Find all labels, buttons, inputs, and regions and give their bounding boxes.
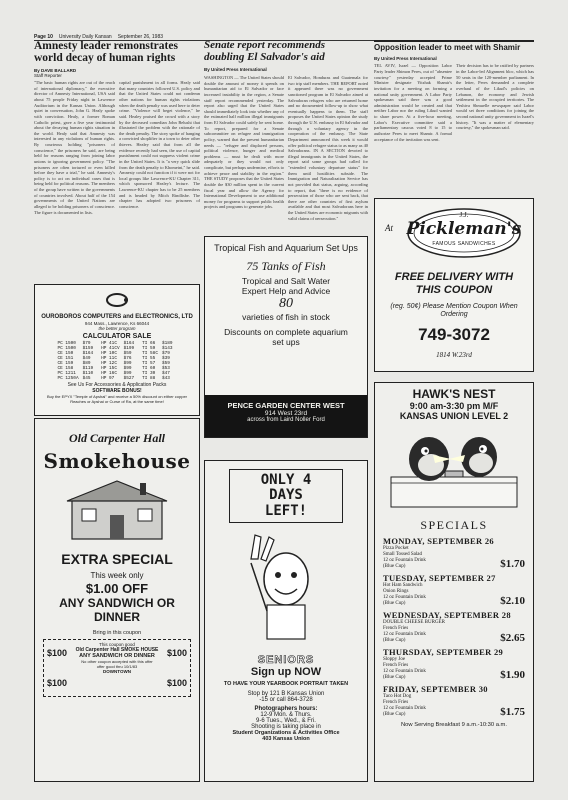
calc-price: $527 [123, 375, 135, 381]
calc-model: HP 10C [101, 350, 117, 356]
fish-title: Tropical Fish and Aquarium Set Ups [214, 243, 358, 253]
coupon-name: Old Carpenter Hall SMOKE HOUSE [75, 646, 159, 653]
calc-model: HP 12C [101, 360, 117, 366]
hawks-menu-item: Small Tossed Salad [383, 552, 423, 557]
calc-price: $43 [161, 375, 170, 381]
calc-price: $39 [161, 355, 170, 361]
pickleman-phone: 749-3072 [418, 325, 490, 344]
amnesty-article [34, 40, 200, 310]
smokehouse-line-2: Smokehouse [43, 449, 191, 473]
hawks-day-special [383, 573, 525, 607]
fish-store-band [205, 395, 367, 437]
calc-price: $59 [123, 350, 132, 356]
amnesty-col-1: "The basic human rights are out of the reach of international diplomacy," the executive director of Amnesty International, USA said about 75 people Friday night in Lawrence Auditorium in the Kansas Union. Although quiet in conversation, John G. Healy spoke with conviction. Healy, a former Roman Catholic priest, gave a five year testimonial about the decaying human rights situation in the world. Healy said that Amnesty was interested in any violations of human rights. By courteous holding "prisoners of conscience," the prisoners he said, are being held for reasons ranging from joining labor unions to ignoring government policy. "The prisoners are often tortured or even killed before they have a trial," he said. Amnesty's policy is to act on individual cases that is being held for political reasons. The members of the group have written to the governments of countries involved. About half of the 154 governments of the United Nations are alleged to be holding prisoners of conscience. The figure is documented in lists. [34, 80, 115, 215]
hawks-menu-item: Sloppy Joe [383, 657, 406, 662]
ouroboros-ad [34, 284, 200, 416]
hawks-day-label: MONDAY, SEPTEMBER 26 [383, 536, 494, 546]
calc-price-row [56, 376, 179, 381]
hawks-day-special [383, 647, 525, 681]
calc-model: TI 88 [142, 375, 156, 381]
hawks-breakfast: Now Serving Breakfast 9 a.m.-10:30 a.m. [401, 722, 507, 728]
yearbook-portrait: TO HAVE YOUR YEARBOOK PORTRAIT TAKEN [223, 681, 349, 688]
calc-model: TI 59 [142, 345, 156, 351]
hawks-menu-item: DOUBLE CHEESE BURGER [383, 620, 445, 625]
senate-col-1: WASHINGTON — The United States should double the amount of money it spends on humanitarian aid to El Salvador or face increased instability in the region, a Senate staff report recommended yesterday. The report also urged that the United States should immediately look into whether any of the estimated half million illegal immigrants from El Salvador could safely be sent home. To report, prepared for a Senate subcommittee on refugee and immigration policy, warned that the present humanitarian needs — "refugee and displaced persons, political violence, hunger and medical problems — must be dealt with more adequately or they would not only complicate, but perhaps undermine, efforts to achieve peace and stability in the region." THE STUDY proposes that the United States double the $30 million spent in the current fiscal year and allow the Agency for International Development to use additional money for programs to support public health projects and programs to generate jobs. [204, 75, 284, 210]
calc-sale-title: CALCULATOR SALE [82, 332, 152, 340]
amnesty-byline: By DAVE BALLARD [34, 68, 77, 74]
calc-price: $99 [123, 365, 132, 371]
yearbook-call: -15 or call 864-3728 [259, 697, 313, 704]
calc-price: $79 [82, 340, 91, 346]
hawks-day-label: FRIDAY, SEPTEMBER 30 [383, 684, 488, 694]
calc-model: TI 30 [142, 370, 156, 376]
hawks-price: $2.65 [500, 632, 525, 644]
hawks-title: HAWK'S NEST [412, 387, 496, 401]
calc-model: TI 57 [142, 360, 156, 366]
smokehouse-amount: $1.00 OFF [85, 580, 149, 596]
hawks-menu-item: French Fries [383, 626, 409, 631]
shamir-byline: By United Press International [374, 56, 437, 62]
hawks-menu-item: Pizza Pocket [383, 546, 409, 551]
hawks-menu-item: (Blue Cup) [383, 601, 406, 606]
calc-model: HP 97 [101, 375, 115, 381]
coupon-item: ANY SANDWICH OR DINNER [79, 652, 155, 659]
coupon-date: offer good thru 10/1/83 [96, 663, 138, 669]
page-number: Page 10 [34, 34, 53, 40]
coupon-dollar-bottom-left: $100 [47, 677, 68, 688]
hawks-menu-item: Taco Hot Dog [383, 694, 412, 699]
amnesty-col-2: capital punishment in all forms. Healy said that many countries followed U.S. policy and that the United States could not condemn other nations for human rights violations when the death penalty was used here to deter crime. "Violence will beget violence," he said. Healey praised the crowd with a story by the deceased comedian John Belushi that illustrated the problem with the rationale of the death penalty. The story spoke of hanging a convicted shoplifter in a town to deter other thieves. Healey said that from all the evidence recently had seen, the use of capital punishment could not suppress violent crime in the United States. It is "a very quick slide from the death penalty to Khomeini," he said. Amnesty could not function if it were not for local groups like Lawrence-KU Chapter 311, which sponsored Healey's lecture. The Lawrence-KU chapter has to be 25 members and is headed by Mitch Rindlisbe. The chapter has adopted two prisoners of conscience. [119, 80, 200, 209]
calc-model: TI 58C [142, 350, 158, 356]
hawks-day-label: WEDNESDAY, SEPTEMBER 28 [383, 610, 511, 620]
fish-expert: Expert Help and Advice [241, 286, 331, 297]
calc-price: $164 [123, 340, 135, 346]
ouroboros-address: 944 Mass., Lawrence, Ks 66044 [84, 320, 150, 326]
hawks-day-special [383, 610, 525, 644]
calc-model: PC 1211 [57, 370, 76, 376]
coupon-note: No other coupon accepted with this offer [81, 658, 153, 664]
fish-varieties: varieties of fish in stock [242, 312, 330, 323]
fish-discounts: Discounts on complete aquarium set ups [224, 327, 348, 348]
calc-model: PC 1250A [57, 375, 79, 381]
calc-price: $189 [161, 340, 173, 346]
calc-price: $59 [161, 360, 170, 366]
smokehouse-ad [34, 418, 200, 782]
ouroboros-tagline: the better program [98, 325, 136, 331]
pickleman-address: 1814 W.23rd [436, 351, 472, 359]
yearbook-ad [204, 460, 368, 782]
calc-price: $47 [161, 370, 170, 376]
calc-price: $199 [123, 345, 135, 351]
fish-across: across from Laird Noller Ford [247, 417, 325, 423]
pickleman-logo-name: Pickleman's [406, 219, 522, 239]
pickleman-logo-top: J.J. [459, 211, 469, 219]
hawks-price: $1.90 [500, 669, 525, 681]
hawks-price: $1.75 [500, 706, 525, 718]
fish-count: 80 [279, 296, 293, 312]
calc-model: TI 60 [142, 365, 156, 371]
shamir-headline: Opposition leader to meet with Shamir [374, 43, 521, 52]
amnesty-headline: Amnesty leader remonstrates world decay of human rights [34, 40, 178, 65]
pickleman-at: At [385, 223, 393, 233]
fish-tanks: 75 Tanks of Fish [246, 259, 326, 274]
hawks-menu-item: 12 oz Fountain Drink [383, 669, 426, 674]
smokehouse-special: EXTRA SPECIAL [61, 551, 173, 567]
shamir-col-1: TEL AVIV, Israel — Opposition Labor Party leader Shimon Peres, out of "absentee courtesy" yesterday accepted Prime Minister designate Yitzhak Shamir's invitation for a meeting on forming a national unity government. A Labor Party spokesman said there was a good administration would be created and that neither Labor nor the ruling Likud wanted to share power. At a five-hour meeting, Labor's Executive committee said a parliamentary caucus voted 8 to 15 to authorize Peres to meet Shamir. A formal acceptance of the invitation was sent. [374, 63, 452, 142]
hawks-day-label: TUESDAY, SEPTEMBER 27 [383, 573, 496, 583]
shamir-article [374, 40, 534, 181]
hawks-menu-item: 12 oz Fountain Drink [383, 632, 426, 637]
paper-name: University Daily Kansan [58, 34, 112, 40]
coupon-dollar-right: $100 [166, 647, 187, 658]
calc-price: $45 [82, 375, 91, 381]
yearbook-room: 403 Kansas Union [262, 736, 310, 743]
hawks-menu-item: (Blue Cup) [383, 564, 406, 569]
smokehouse-week: This week only [90, 570, 144, 580]
calc-price: $89 [82, 360, 91, 366]
fish-water: Tropical and Salt Water [241, 276, 331, 287]
calc-model: CE 151 [57, 355, 74, 361]
smokehouse-item: ANY SANDWICH OR DINNER [59, 596, 175, 624]
shamir-col-2: Their decision has to be ratified by partners in the Labor-led Alignment bloc, which has 50 seats in the 120-member parliament. In the letter, Peres demanded a complete overhaul of the Likud's policies on Lebanon, the economy and Jewish settlement in the occupied territories. The Yeshiva Shmuelle newspaper said Labor would set three conditions for joining the second national unity government in Israel's history. "It was a matter of elementary courtesy," the spokesman said. [456, 63, 534, 131]
calc-price: $119 [82, 365, 94, 371]
calc-model: HP 41C [101, 340, 117, 346]
smokehouse-coupon[interactable] [43, 639, 191, 697]
ouroboros-logo-icon [104, 291, 130, 309]
hawks-menu-item: 12 oz Fountain Drink [383, 595, 426, 600]
hawks-menu-item: (Blue Cup) [383, 712, 406, 717]
coupon-location: DOWNTOWN [103, 668, 131, 674]
calc-model: HP 16C [101, 370, 117, 376]
calc-model: CE 150 [57, 350, 74, 356]
yearbook-shooting: Shooting is taking place in [251, 724, 321, 731]
calc-price: $159 [82, 345, 94, 351]
hawks-menu-item: (Blue Cup) [383, 638, 406, 643]
hawks-day-special [383, 684, 525, 718]
smokehouse-building-icon [62, 479, 172, 543]
calc-price: $79 [161, 350, 170, 356]
smokehouse-line-1: Old Carpenter Hall [68, 431, 165, 445]
calc-price-table [56, 341, 179, 381]
senate-article [204, 40, 368, 228]
senate-byline: By United Press International [204, 67, 267, 73]
yearbook-banner: ONLY 4 DAYS LEFT! [260, 472, 312, 519]
calc-price: $49 [82, 355, 91, 361]
ouroboros-footer-1: See Us For Accessories & Application Packs [67, 381, 167, 388]
pickleman-logo-sub: FAMOUS SANDWICHES [432, 241, 496, 247]
ouroboros-name: OUROBOROS COMPUTERS and ELECTRONICS, LTD [41, 314, 193, 320]
calc-model: HP 41CV [101, 345, 120, 351]
calc-model: CE 158 [57, 365, 74, 371]
hawks-menu-item: French Fries [383, 700, 409, 705]
hawks-nest-ad [374, 382, 534, 782]
hawks-location: KANSAS UNION LEVEL 2 [399, 411, 509, 421]
yearbook-seniors: SENIORS [257, 654, 315, 667]
senate-col-2: El Salvador, Honduras and Guatemala for two trip staff members. THE REPORT noted it appeared there was no government sanctioned program in El Salvador aimed at Salvadoran refugees who are returned home and no documented follow-up to show what eventually happens to them. The staff proposes the United States opinion the study through the U.N. embassy in El Salvador and through a voluntary agency in the cooperation of the embassy. The State Department announced this week it would offer political refugee status to as many as 40 Salvadorans. IN A SECTION devoted to illegal immigrants in the United States, the report said some groups had called for "extended voluntary departure status" for them until hostilities subside. The Immigration and Naturalization Service has not provided that status, arguing, according to report, that "there is no evidence of persecution of those who are sent back, that there are other countries of first asylum available and that most Salvadorans here in the United States are economic migrants with valid claims of persecution." [288, 75, 368, 221]
jayhawk-mascot-icon [389, 425, 519, 511]
hawks-price: $1.70 [500, 558, 525, 570]
calc-price: $164 [82, 350, 94, 356]
yearbook-hours-title: Photographers hours: [254, 706, 318, 713]
calc-price: $53 [161, 365, 170, 371]
hawks-menu-item: (Blue Cup) [383, 675, 406, 680]
yearbook-stop: Stop by 121 B Kansas Union [247, 691, 325, 698]
hawks-menu-item: 12 oz Fountain Drink [383, 706, 426, 711]
calc-price: $110 [82, 370, 94, 376]
pickleman-ad [374, 198, 534, 372]
pickleman-logo [405, 205, 523, 261]
hawks-hours: 9:00 am-3:30 pm M/F [409, 401, 499, 411]
amnesty-byline-role: Staff Reporter [34, 73, 62, 79]
fish-store: PENCE GARDEN CENTER WEST [227, 401, 345, 410]
calc-model: TI 66 [142, 340, 156, 346]
hawks-price: $2.10 [500, 595, 525, 607]
coupon-dollar-left: $100 [47, 647, 68, 658]
yearbook-hours-1: 12-9 Mon. & Thurs. [260, 712, 312, 719]
yearbook-hours-2: 9-6 Tues., Wed., & Fri. [256, 718, 316, 725]
hawks-menu [375, 536, 533, 718]
calc-price: $99 [123, 370, 132, 376]
calc-model: HP 11C [101, 355, 117, 361]
smokehouse-bring: Bring in this coupon [92, 629, 142, 636]
calc-model: HP 15C [101, 365, 117, 371]
ouroboros-footer-2: SOFTWARE BONUS! [92, 387, 142, 394]
calc-model: CE 159 [57, 360, 74, 366]
calc-price: $99 [123, 360, 132, 366]
peace-sign-figure-icon [231, 529, 341, 649]
calc-model: PC 1500 [57, 340, 76, 346]
pickleman-delivery: FREE DELIVERY WITH THIS COUPON [394, 271, 514, 296]
coupon-top: This coupon good [99, 641, 135, 647]
ouroboros-footer-3: Buy the EPYX "Temple of Apshai" and receive a 50% discount on either copper Reaches or Apshai or Curse of Ra, at the same time! [46, 393, 188, 404]
calc-price: $143 [161, 345, 173, 351]
senate-headline: Senate report recommends doubling El Salvador's aid [204, 40, 325, 63]
fish-address: 914 West 23rd [264, 410, 308, 417]
hawks-menu-item: Hot Ham Sandwich [383, 583, 423, 588]
coupon-dollar-bottom-right: $100 [166, 677, 187, 688]
hawks-specials: SPECIALS [420, 518, 488, 532]
yearbook-location: Student Organizations & Activities Office [232, 730, 340, 737]
pickleman-terms: (reg. 50¢) Please Mention Coupon When Ordering [390, 303, 518, 319]
hawks-day-special [383, 536, 525, 570]
hawks-menu-item: French Fries [383, 663, 409, 668]
calc-price: $76 [123, 355, 132, 361]
hawks-menu-item: 12 oz Fountain Drink [383, 558, 426, 563]
calc-model: PC 1500 [57, 345, 76, 351]
hawks-day-label: THURSDAY, SEPTEMBER 29 [383, 647, 504, 657]
hawks-menu-item: Onion Rings [383, 589, 409, 594]
calc-model: TI 55 [142, 355, 156, 361]
yearbook-signup: Sign up NOW [250, 666, 322, 679]
paper-date: September 26, 1983 [117, 34, 164, 40]
fish-ad [204, 236, 368, 438]
